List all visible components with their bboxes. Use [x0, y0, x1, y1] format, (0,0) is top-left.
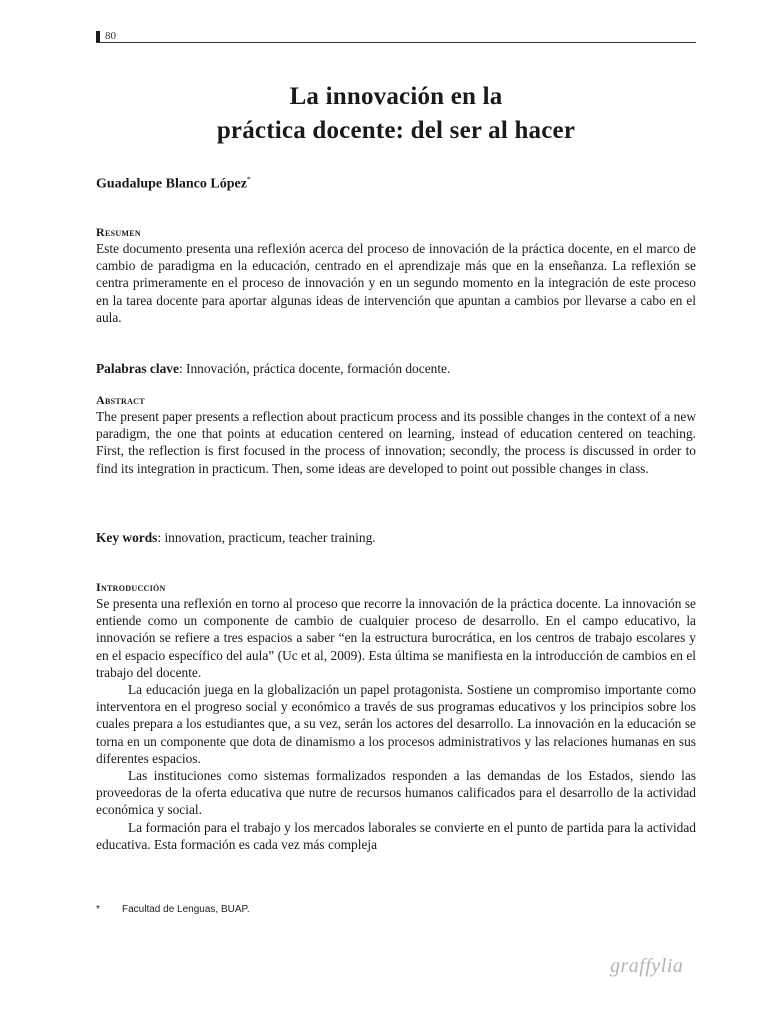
resumen-text: Este documento presenta una reflexión acerca del proceso de innovación de la práctica docente, en el marco de cambio de paradigma en la educación, centrado en el aprendizaje más que en la enseñanza. La reflexión se centra primeramente en el proceso de innovación y en un segundo momento en la integración de este proceso en la tarea docente para aportar algunas ideas de intervención que apuntan a cambios por llevarse a cabo en el aula. [96, 241, 696, 325]
key-words-text: : innovation, practicum, teacher training. [157, 530, 376, 545]
introduccion-section [96, 579, 696, 853]
intro-paragraph: La educación juega en la globalización un papel protagonista. Sostiene un compromiso importante como interventora en el progreso social y económico a través de sus programas educativos y los principios sobre los cuales prepara a los estudiantes que, a su vez, serán los actores del desarrollo. La innovación en la educación se torna en un componente que dota de dinamismo a los procesos administrativos y las relaciones humanas en sus diferentes espacios. [96, 682, 696, 766]
author-line [96, 175, 251, 193]
journal-logo [610, 955, 683, 978]
title-line-2: práctica docente: del ser al hacer [216, 117, 576, 144]
footnote [96, 904, 250, 915]
intro-paragraph: Las instituciones como sistemas formalizados responden a las demandas de los Estados, siendo las proveedoras de la oferta educativa que nutre de recursos humanos calificados para el desarrollo de la actividad económica y social. [96, 768, 696, 818]
palabras-clave-text: : Innovación, práctica docente, formación docente. [178, 361, 451, 376]
article-title [96, 80, 696, 148]
footnote-text: Facultad de Lenguas, BUAP. [122, 904, 250, 915]
author-name: Guadalupe Blanco López [96, 176, 247, 192]
header-rule [96, 42, 696, 43]
key-words-label: Key words [96, 530, 158, 545]
abstract-text: The present paper presents a reflection about practicum process and its possible changes in the context of a new paradigm, the one that points at education centered on learning, instead of education centered on teaching. First, the reflection is first focused in the process of innovation; secondly, the process is discussed in order to find its integration in practicum. Then, some ideas are developed to point out possible changes in class. [96, 409, 696, 476]
intro-paragraph: Se presenta una reflexión en torno al proceso que recorre la innovación de la práctica docente. La innovación se entiende como un componente de cambio de cualquier proceso de desarrollo. En el campo educativo, la innovación se refiere a tres espacios a saber “en la estructura burocrática, en los centros de trabajo escolares y en el espacio específico del aula” (Uc et al, 2009). Esta última se manifiesta en la introducción de cambios en el trabajo del docente. [96, 596, 696, 680]
resumen-heading: Resumen [96, 225, 141, 239]
abstract-section [96, 392, 696, 477]
palabras-clave-label: Palabras clave [96, 361, 179, 376]
footnote-mark: * [96, 904, 100, 915]
intro-paragraph: La formación para el trabajo y los mercados laborales se convierte en el punto de partida para la actividad educativa. Esta formación es cada vez más compleja [96, 819, 696, 852]
introduccion-heading: Introducción [96, 580, 166, 594]
author-footnote-mark: * [246, 175, 251, 184]
title-line-1: La innovación en la [289, 83, 503, 110]
abstract-heading: Abstract [96, 393, 145, 407]
page-number: 80 [105, 30, 116, 42]
key-words [96, 529, 696, 546]
resumen-section [96, 224, 696, 326]
palabras-clave [96, 360, 696, 377]
journal-logo-text: graffylia [610, 955, 684, 977]
page-header [96, 30, 696, 44]
